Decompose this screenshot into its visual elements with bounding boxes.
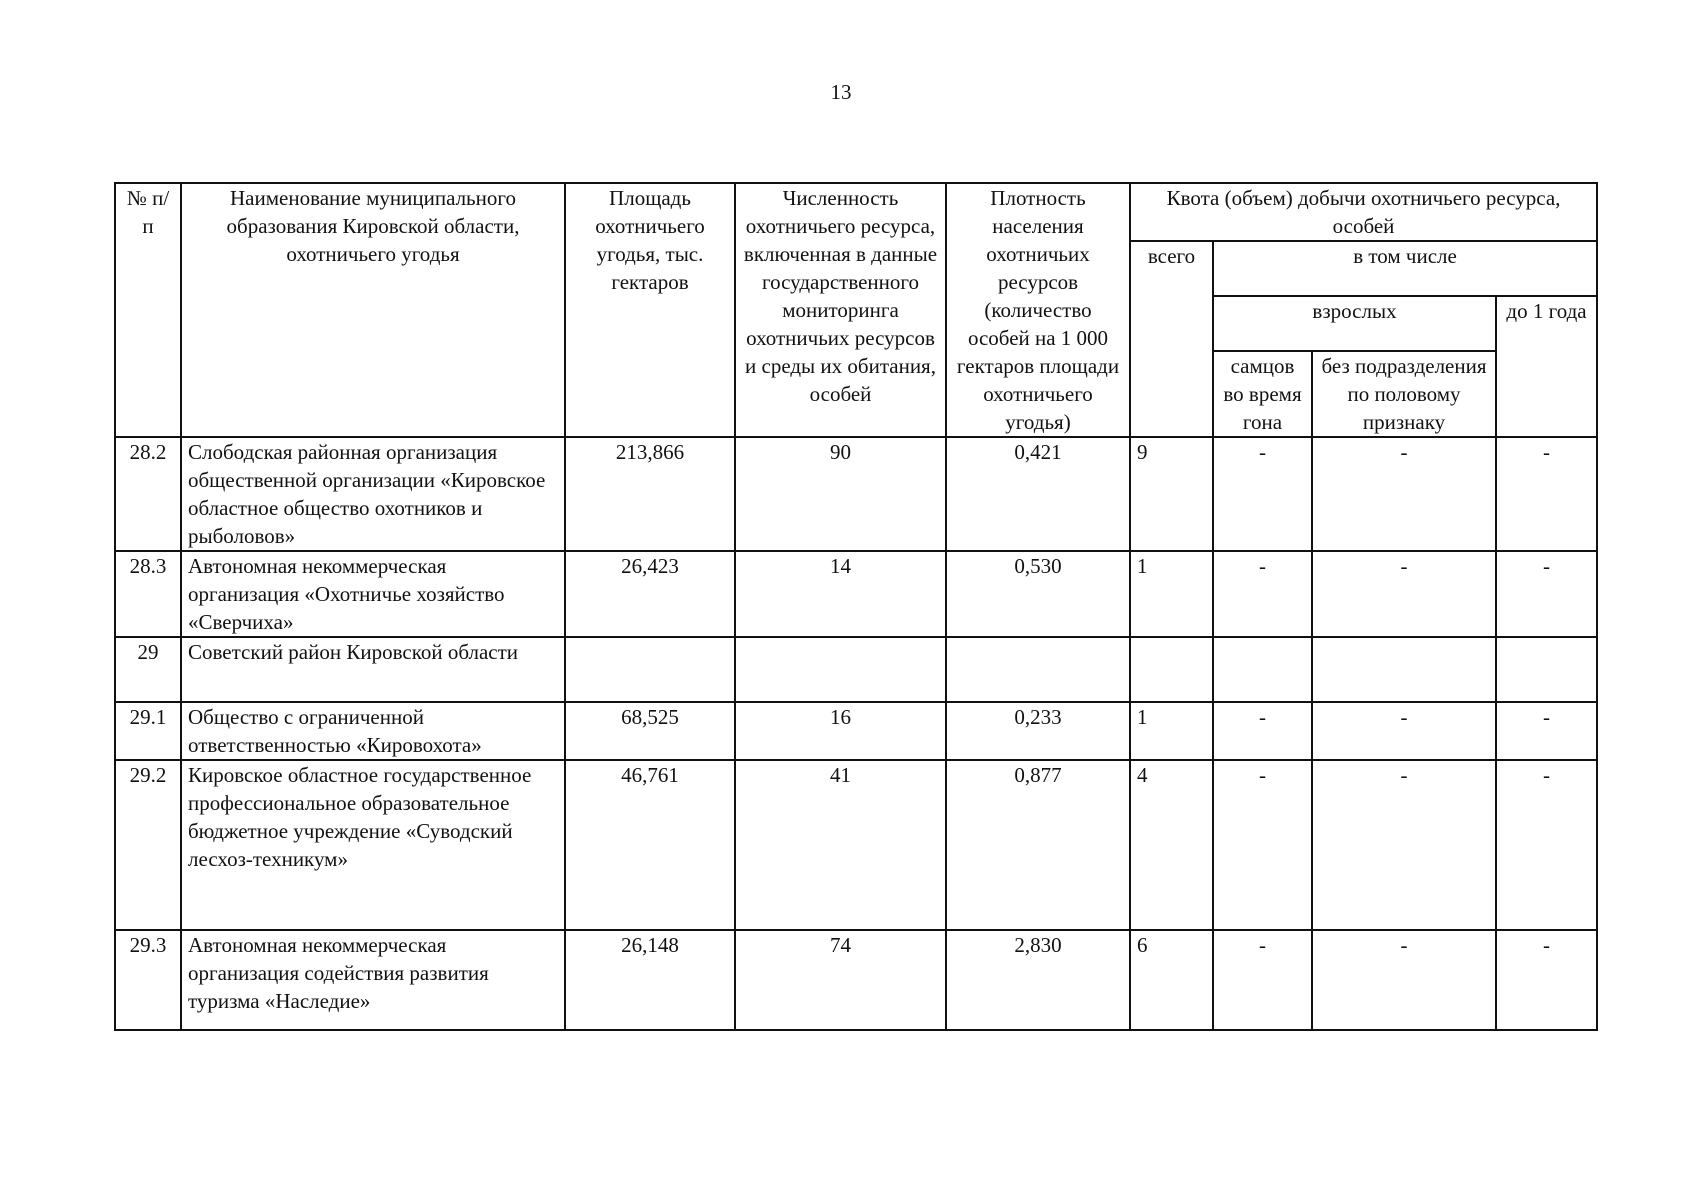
cell-num: 29 xyxy=(115,637,181,702)
cell-name: Советский район Кировской области xyxy=(181,637,565,702)
cell-area: 213,866 xyxy=(565,437,735,551)
cell-name: Автономная некоммерческая организация «Охотничье хозяйство «Сверчиха» xyxy=(181,551,565,637)
cell-name: Слободская районная организация общественной организации «Кировское областное общество охотников и рыболовов» xyxy=(181,437,565,551)
table-row xyxy=(115,760,1597,930)
cell-count: 90 xyxy=(735,437,946,551)
cell-area: 46,761 xyxy=(565,760,735,930)
cell-total: 6 xyxy=(1130,930,1213,1030)
cell-area xyxy=(565,637,735,702)
cell-area: 26,423 xyxy=(565,551,735,637)
cell-num: 28.2 xyxy=(115,437,181,551)
cell-under1: - xyxy=(1496,760,1597,930)
cell-under1: - xyxy=(1496,437,1597,551)
cell-males-rut: - xyxy=(1213,437,1312,551)
header-num: № п/п xyxy=(115,183,181,437)
cell-density: 0,530 xyxy=(946,551,1130,637)
cell-count: 16 xyxy=(735,702,946,760)
page-number: 13 xyxy=(830,80,852,104)
cell-males-rut: - xyxy=(1213,760,1312,930)
header-total: всего xyxy=(1130,241,1213,437)
cell-density: 0,421 xyxy=(946,437,1130,551)
cell-total xyxy=(1130,637,1213,702)
cell-under1 xyxy=(1496,637,1597,702)
cell-count: 74 xyxy=(735,930,946,1030)
cell-total: 4 xyxy=(1130,760,1213,930)
cell-count xyxy=(735,637,946,702)
cell-under1: - xyxy=(1496,551,1597,637)
header-adults: взрослых xyxy=(1213,296,1496,351)
cell-count: 41 xyxy=(735,760,946,930)
header-name: Наименование муниципального образования Кировской области, охотничьего угодья xyxy=(181,183,565,437)
cell-area: 26,148 xyxy=(565,930,735,1030)
cell-num: 29.3 xyxy=(115,930,181,1030)
cell-name: Общество с ограниченной ответственностью «Кировохота» xyxy=(181,702,565,760)
header-males-rut: самцов во время гона xyxy=(1213,351,1312,437)
cell-density: 0,233 xyxy=(946,702,1130,760)
quota-table xyxy=(114,182,1598,1031)
table-row xyxy=(115,637,1597,702)
cell-no-sex xyxy=(1312,637,1496,702)
header-no-sex: без подразделения по половому признаку xyxy=(1312,351,1496,437)
cell-total: 1 xyxy=(1130,551,1213,637)
cell-total: 1 xyxy=(1130,702,1213,760)
cell-num: 29.2 xyxy=(115,760,181,930)
cell-total: 9 xyxy=(1130,437,1213,551)
cell-no-sex: - xyxy=(1312,930,1496,1030)
cell-density: 0,877 xyxy=(946,760,1130,930)
header-including: в том числе xyxy=(1213,241,1597,296)
header-area: Площадь охотничьего угодья, тыс. гектаров xyxy=(565,183,735,437)
cell-density xyxy=(946,637,1130,702)
cell-name: Автономная некоммерческая организация содействия развития туризма «Наследие» xyxy=(181,930,565,1030)
cell-area: 68,525 xyxy=(565,702,735,760)
cell-males-rut xyxy=(1213,637,1312,702)
cell-num: 29.1 xyxy=(115,702,181,760)
cell-no-sex: - xyxy=(1312,702,1496,760)
header-quota: Квота (объем) добычи охотничьего ресурса, особей xyxy=(1130,183,1597,241)
cell-males-rut: - xyxy=(1213,551,1312,637)
table-row xyxy=(115,437,1597,551)
header-density: Плотность населения охотничьих ресурсов (количество особей на 1 000 гектаров площади охотничьего угодья) xyxy=(946,183,1130,437)
table-row xyxy=(115,930,1597,1030)
header-under1: до 1 года xyxy=(1496,296,1597,437)
cell-under1: - xyxy=(1496,702,1597,760)
cell-name: Кировское областное государственное профессиональное образовательное бюджетное учреждение «Суводский лесхоз-техникум» xyxy=(181,760,565,930)
cell-no-sex: - xyxy=(1312,551,1496,637)
cell-count: 14 xyxy=(735,551,946,637)
cell-num: 28.3 xyxy=(115,551,181,637)
table-row xyxy=(115,551,1597,637)
table-row xyxy=(115,702,1597,760)
cell-under1: - xyxy=(1496,930,1597,1030)
cell-density: 2,830 xyxy=(946,930,1130,1030)
header-count: Численность охотничьего ресурса, включенная в данные государственного мониторинга охотничьих ресурсов и среды их обитания, особей xyxy=(735,183,946,437)
cell-no-sex: - xyxy=(1312,760,1496,930)
cell-males-rut: - xyxy=(1213,702,1312,760)
cell-no-sex: - xyxy=(1312,437,1496,551)
cell-males-rut: - xyxy=(1213,930,1312,1030)
